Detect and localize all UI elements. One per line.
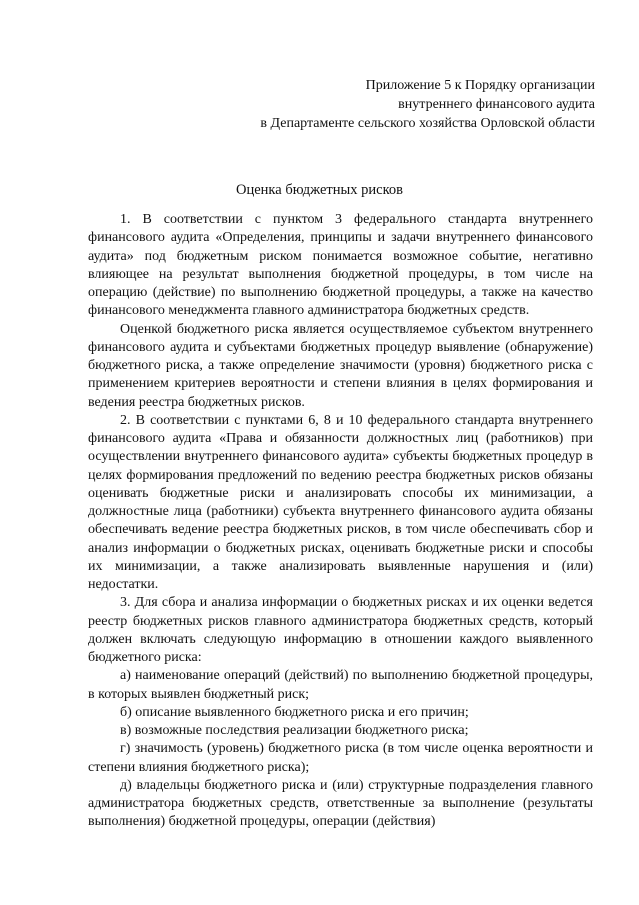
paragraph-4: 3. Для сбора и анализа информации о бюджетных рисках и их оценки ведется реестр бюджетных рисков главного администратора бюджетных средств, который должен включать следующую информацию в отношении каждого выявленного бюджетного риска:: [88, 595, 593, 665]
list-item-b: б) описание выявленного бюджетного риска и его причин;: [120, 704, 469, 720]
paragraph-1: 1. В соответствии с пунктом 3 федерального стандарта внутреннего финансового аудита «Определения, принципы и задачи внутреннего финансового аудита» под бюджетным риском понимается возможное событие, негативно влияющее на результат выполнения бюджетной процедуры, в том числе на операцию (действие) по выполнению бюджетной процедуры, а также на качество финансового менеджмента главного администратора бюджетных средств.: [88, 212, 593, 319]
document-title: Оценка бюджетных рисков: [236, 182, 403, 198]
list-item-g: г) значимость (уровень) бюджетного риска (в том числе оценка вероятности и степени влияния бюджетного риска);: [88, 741, 593, 775]
document-body: [88, 211, 593, 832]
header-line-2: внутреннего финансового аудита: [398, 97, 595, 112]
list-item-a: а) наименование операций (действий) по выполнению бюджетной процедуры, в которых выявлен бюджетный риск;: [88, 668, 593, 702]
header-line-3: в Департаменте сельского хозяйства Орловской области: [260, 116, 595, 131]
paragraph-2: Оценкой бюджетного риска является осуществляемое субъектом внутреннего финансового аудита и субъектами бюджетных процедур выявление (обнаружение) бюджетного риска, а также определение значимости (уровня) бюджетного риска с применением критериев вероятности и степени влияния в целях формирования и ведения реестра бюджетных рисков.: [88, 321, 593, 410]
list-item-d: д) владельцы бюджетного риска и (или) структурные подразделения главного администратора бюджетных средств, ответственные за выполнение (результаты выполнения) бюджетной процедуры, операции (действия): [88, 777, 593, 830]
paragraph-3: 2. В соответствии с пунктами 6, 8 и 10 федерального стандарта внутреннего финансового аудита «Права и обязанности должностных лиц (работников) при осуществлении внутреннего финансового аудита» субъекты бюджетных процедур в целях формирования предложений по ведению реестра бюджетных рисков обязаны оценивать бюджетные риски и анализировать способы их минимизации, а должностные лица (работники) субъекта внутреннего финансового аудита обязаны обеспечивать ведение реестра бюджетных рисков, в том числе обеспечивать сбор и анализ информации о бюджетных рисках, оценивать бюджетные риски и способы их минимизации, а также анализировать выявленные нарушения и (или) недостатки.: [88, 412, 593, 592]
appendix-header: [155, 76, 595, 133]
list-item-v: в) возможные последствия реализации бюджетного риска;: [120, 723, 469, 738]
header-line-1: Приложение 5 к Порядку организации: [365, 78, 595, 93]
